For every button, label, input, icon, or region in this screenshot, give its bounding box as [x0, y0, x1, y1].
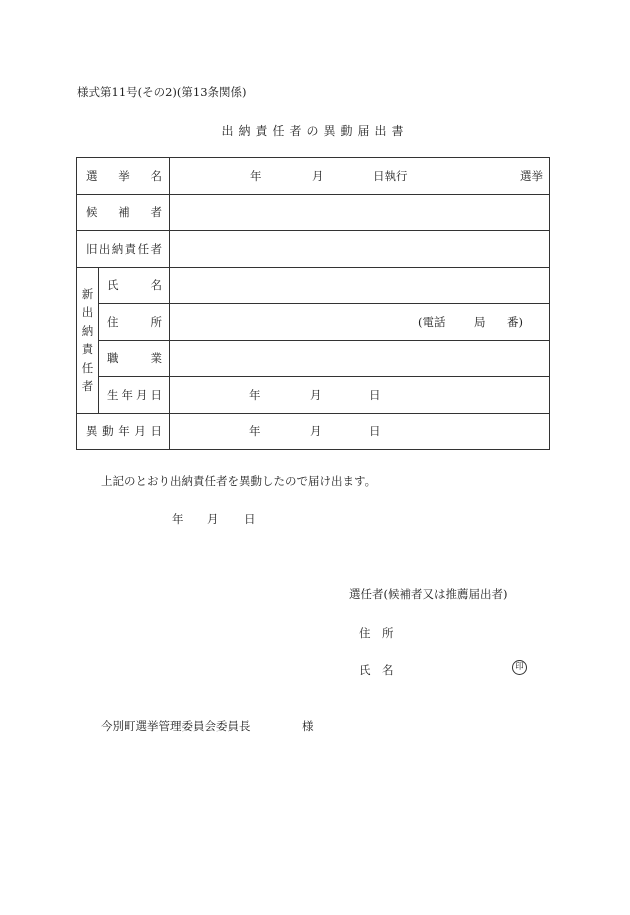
appointer-label: 選任者(候補者又は推薦届出者) — [349, 587, 508, 601]
change-date-label: 異 動 年 月 日 — [77, 413, 170, 450]
former-treasurer-field[interactable] — [170, 231, 550, 268]
new-treasurer-address-row — [77, 304, 550, 341]
new-treasurer-occupation-row — [77, 340, 550, 377]
new-occupation-field[interactable] — [170, 340, 550, 377]
new-treasurer-birth-row — [77, 377, 550, 414]
submit-year[interactable]: 年 — [172, 512, 184, 526]
new-name-label: 氏 名 — [99, 267, 170, 304]
new-treasurer-name-row — [77, 267, 550, 304]
new-name-field[interactable] — [170, 267, 550, 304]
honorific: 様 — [302, 719, 314, 733]
new-address-label: 住 所 — [99, 304, 170, 341]
new-address-field[interactable]: (電話 局 番) — [170, 304, 550, 341]
new-birth-label: 生 年 月 日 — [99, 377, 170, 414]
signer-address-label[interactable]: 住 所 — [359, 626, 394, 640]
form-table — [76, 157, 550, 450]
signer-name-label[interactable]: 氏 名 — [359, 663, 394, 677]
candidate-label: 候 補 者 — [77, 194, 170, 231]
election-field[interactable]: 年 月 日執行 選挙 — [170, 158, 550, 195]
form-number: 様式第11号(その2)(第13条関係) — [77, 85, 247, 99]
candidate-field[interactable] — [170, 194, 550, 231]
election-row — [77, 158, 550, 195]
seal-icon: 印 — [512, 660, 527, 675]
candidate-row — [77, 194, 550, 231]
addressee: 今別町選挙管理委員会委員長 — [101, 719, 251, 733]
submit-day[interactable]: 日 — [244, 512, 256, 526]
change-date-field[interactable]: 年 月 日 — [170, 413, 550, 450]
statement-text: 上記のとおり出納責任者を異動したので届け出ます。 — [101, 474, 377, 488]
submit-month[interactable]: 月 — [207, 512, 219, 526]
new-treasurer-group-label: 新 出 納 責 任 者 — [77, 267, 99, 413]
new-occupation-label: 職 業 — [99, 340, 170, 377]
new-birth-field[interactable]: 年 月 日 — [170, 377, 550, 414]
change-date-row — [77, 413, 550, 450]
former-treasurer-row — [77, 231, 550, 268]
former-treasurer-label: 旧 出 納 責 任 者 — [77, 231, 170, 268]
form-title: 出納責任者の異動届出書 — [221, 124, 409, 138]
election-label: 選 挙 名 — [77, 158, 170, 195]
